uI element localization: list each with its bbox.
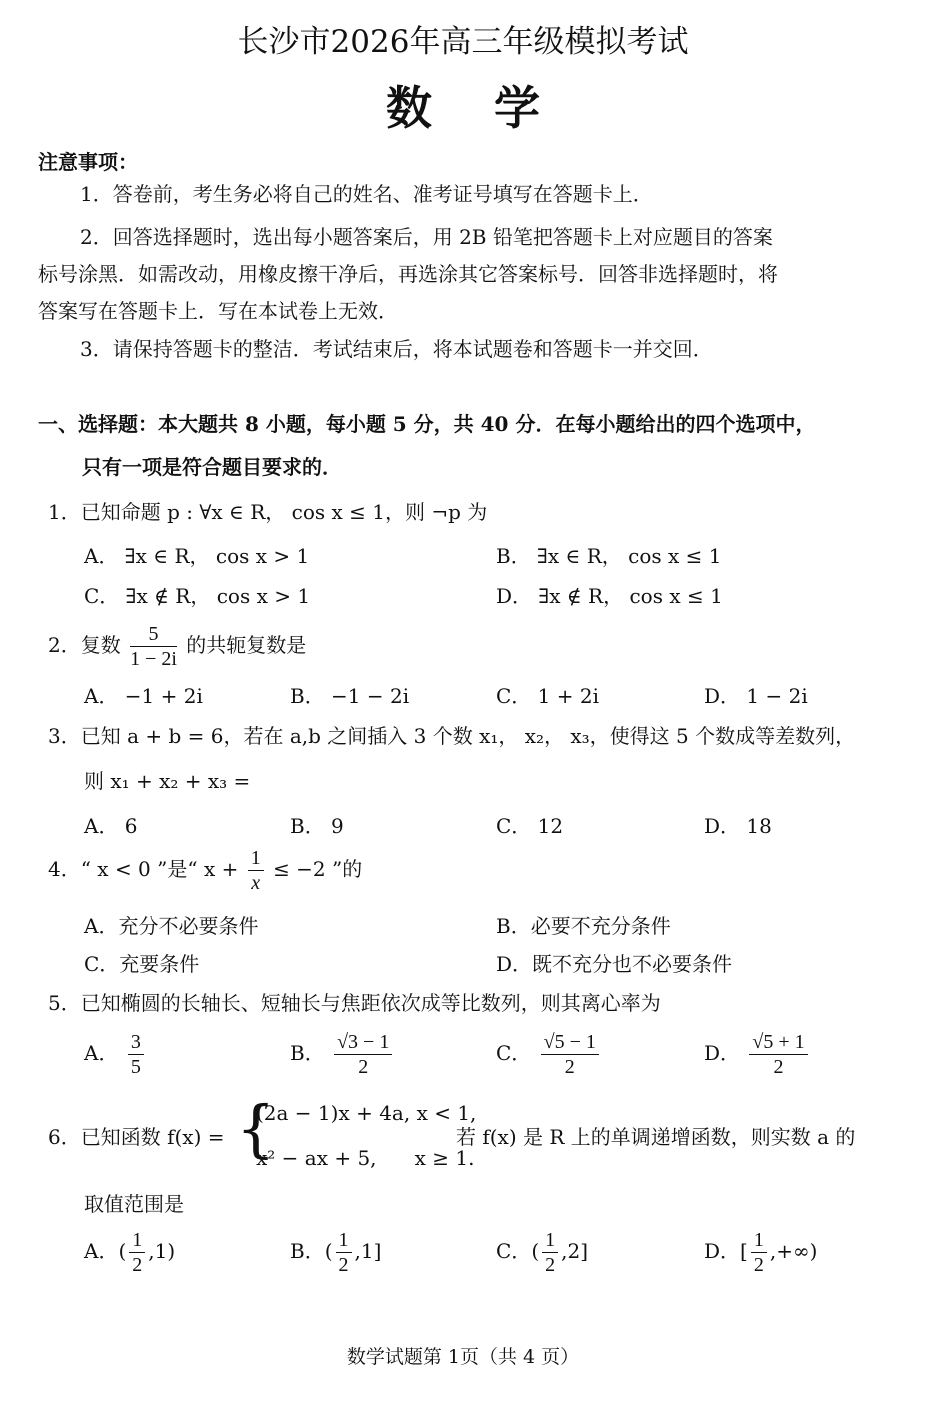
question-5-option-b-label: B．: [290, 1041, 325, 1065]
question-4-pre: 4．“ x < 0 ”是“ x +: [48, 857, 239, 881]
question-6-option-d-numerator: 1: [751, 1228, 767, 1253]
question-4-stem: [48, 846, 362, 895]
section-1-heading-line-1: 一、选择题：本大题共 8 小题，每小题 5 分，共 40 分．在每小题给出的四个选项中，: [38, 412, 816, 436]
question-6-option-d-open: [: [740, 1239, 748, 1263]
question-6-option-d-close: ,+∞): [769, 1239, 818, 1263]
question-5-option-c: [496, 1030, 602, 1079]
question-5-option-d-numerator: √5 + 1: [749, 1030, 807, 1055]
question-5-option-b-denominator: 2: [358, 1056, 369, 1078]
question-6-option-c-label: C．: [496, 1239, 532, 1263]
question-3-option-b: B． 9: [290, 814, 344, 838]
question-6-line-2: 取值范围是: [84, 1192, 184, 1216]
question-6-option-b-open: (: [324, 1239, 333, 1263]
question-4-option-a: A．充分不必要条件: [84, 914, 259, 938]
question-5-option-d-fraction: [749, 1030, 807, 1079]
notice-item-2-line-1: 2．回答选择题时，选出每小题答案后，用 2B 铅笔把答题卡上对应题目的答案: [80, 225, 773, 249]
question-4-option-b: B．必要不充分条件: [496, 914, 671, 938]
question-6-option-a: [84, 1228, 175, 1277]
question-6-option-c-denominator: 2: [545, 1254, 556, 1276]
question-4-option-c: C．充要条件: [84, 952, 200, 976]
question-2-fraction: [130, 622, 177, 671]
question-6-option-a-fraction: [129, 1228, 145, 1277]
question-2-stem: [48, 622, 306, 671]
question-6-option-a-denominator: 2: [132, 1254, 143, 1276]
question-5-option-c-label: C．: [496, 1041, 532, 1065]
question-4-option-d: D．既不充分也不必要条件: [496, 952, 733, 976]
question-4-fraction: [248, 846, 264, 895]
question-2-number: 2．复数: [48, 633, 121, 657]
question-2-option-c: C． 1 + 2i: [496, 684, 599, 708]
question-6-option-d-fraction: [751, 1228, 767, 1277]
question-6-pre: 6．已知函数 f(x) =: [48, 1125, 225, 1149]
subject-title: 数学: [386, 81, 602, 135]
question-5-option-b: [290, 1030, 395, 1079]
question-3-line-1: 3．已知 a + b = 6，若在 a,b 之间插入 3 个数 x₁， x₂， x₃，使得这 5 个数成等差数列，: [48, 724, 856, 748]
notice-item-3: 3．请保持答题卡的整洁．考试结束后，将本试题卷和答题卡一并交回．: [80, 337, 713, 361]
question-2-option-a: A． −1 + 2i: [84, 684, 203, 708]
question-1-stem: 1．已知命题 p : ∀x ∈ R， cos x ≤ 1，则 ¬p 为: [48, 500, 488, 524]
question-6-post: 若 f(x) 是 R 上的单调递增函数，则实数 a 的: [456, 1125, 856, 1149]
question-5-option-c-numerator: √5 − 1: [541, 1030, 599, 1055]
question-6-option-c: [496, 1228, 588, 1277]
question-6-option-b: [290, 1228, 381, 1277]
exam-title: 长沙市2026年高三年级模拟考试: [237, 24, 689, 60]
notice-item-1: 1．答卷前，考生务必将自己的姓名、准考证号填写在答题卡上．: [80, 182, 653, 206]
question-5-option-a-fraction: [128, 1030, 144, 1079]
question-2-option-d: D． 1 − 2i: [704, 684, 808, 708]
notice-item-2-line-2: 标号涂黑．如需改动，用橡皮擦干净后，再选涂其它答案标号．回答非选择题时，将: [38, 262, 778, 286]
question-6-option-b-label: B．: [290, 1239, 325, 1263]
question-2-fraction-numerator: 5: [130, 622, 177, 647]
question-6-option-d-denominator: 2: [753, 1254, 764, 1276]
notice-heading: 注意事项：: [38, 150, 138, 174]
question-5-option-b-fraction: [334, 1030, 392, 1079]
question-5-option-a-numerator: 3: [128, 1030, 144, 1055]
question-6-case-1: (2a − 1)x + 4a, x < 1,: [256, 1101, 477, 1125]
question-1-option-c: C． ∃x ∉ R， cos x > 1: [84, 584, 311, 608]
question-2-tail: 的共轭复数是: [186, 633, 307, 657]
question-6-option-d: [704, 1228, 817, 1277]
question-6-brace: {: [236, 1092, 276, 1165]
notice-item-2-line-3: 答案写在答题卡上．写在本试卷上无效．: [38, 299, 398, 323]
question-3-option-c: C． 12: [496, 814, 564, 838]
question-3-option-d: D． 18: [704, 814, 772, 838]
question-6-option-c-numerator: 1: [542, 1228, 558, 1253]
question-5-option-a-label: A．: [84, 1041, 119, 1065]
question-6-option-c-fraction: [542, 1228, 558, 1277]
question-6-option-c-open: (: [531, 1239, 540, 1263]
question-5-option-b-numerator: √3 − 1: [334, 1030, 392, 1055]
question-6-option-b-fraction: [336, 1228, 352, 1277]
question-6-option-b-close: ,1]: [354, 1239, 382, 1263]
question-3-option-a: A． 6: [84, 814, 138, 838]
question-1-option-d: D． ∃x ∉ R， cos x ≤ 1: [496, 584, 723, 608]
question-5-option-d-denominator: 2: [773, 1056, 784, 1078]
question-2-option-b: B． −1 − 2i: [290, 684, 410, 708]
question-5-option-c-fraction: [541, 1030, 599, 1079]
question-5-option-d-label: D．: [704, 1041, 741, 1065]
question-4-fraction-denominator: x: [251, 872, 261, 894]
question-6-option-a-numerator: 1: [129, 1228, 145, 1253]
question-3-line-2: 则 x₁ + x₂ + x₃ =: [84, 769, 251, 793]
question-6-option-b-denominator: 2: [338, 1254, 349, 1276]
question-4-post: ≤ −2 ”的: [273, 857, 363, 881]
question-6-option-c-close: ,2]: [561, 1239, 589, 1263]
question-6-option-a-close: ,1): [148, 1239, 176, 1263]
question-6-option-a-label: A．: [84, 1239, 119, 1263]
question-5-stem: 5．已知椭圆的长轴长、短轴长与焦距依次成等比数列，则其离心率为: [48, 991, 661, 1015]
question-5-option-a-denominator: 5: [130, 1056, 141, 1078]
page-footer: 数学试题第 1页（共 4 页）: [346, 1346, 580, 1368]
question-1-option-a: A． ∃x ∈ R， cos x > 1: [84, 544, 310, 568]
question-2-fraction-denominator: 1 − 2i: [130, 648, 177, 670]
question-5-option-c-denominator: 2: [564, 1056, 575, 1078]
question-6-option-a-open: (: [118, 1239, 127, 1263]
question-4-fraction-numerator: 1: [248, 846, 264, 871]
section-1-heading-line-2: 只有一项是符合题目要求的．: [82, 455, 342, 479]
question-5-option-a: [84, 1030, 147, 1079]
question-6-option-b-numerator: 1: [336, 1228, 352, 1253]
question-6-option-d-label: D．: [704, 1239, 741, 1263]
question-1-option-b: B． ∃x ∈ R， cos x ≤ 1: [496, 544, 722, 568]
question-6-case-2: x² − ax + 5, x ≥ 1.: [256, 1146, 475, 1170]
question-5-option-d: [704, 1030, 811, 1079]
